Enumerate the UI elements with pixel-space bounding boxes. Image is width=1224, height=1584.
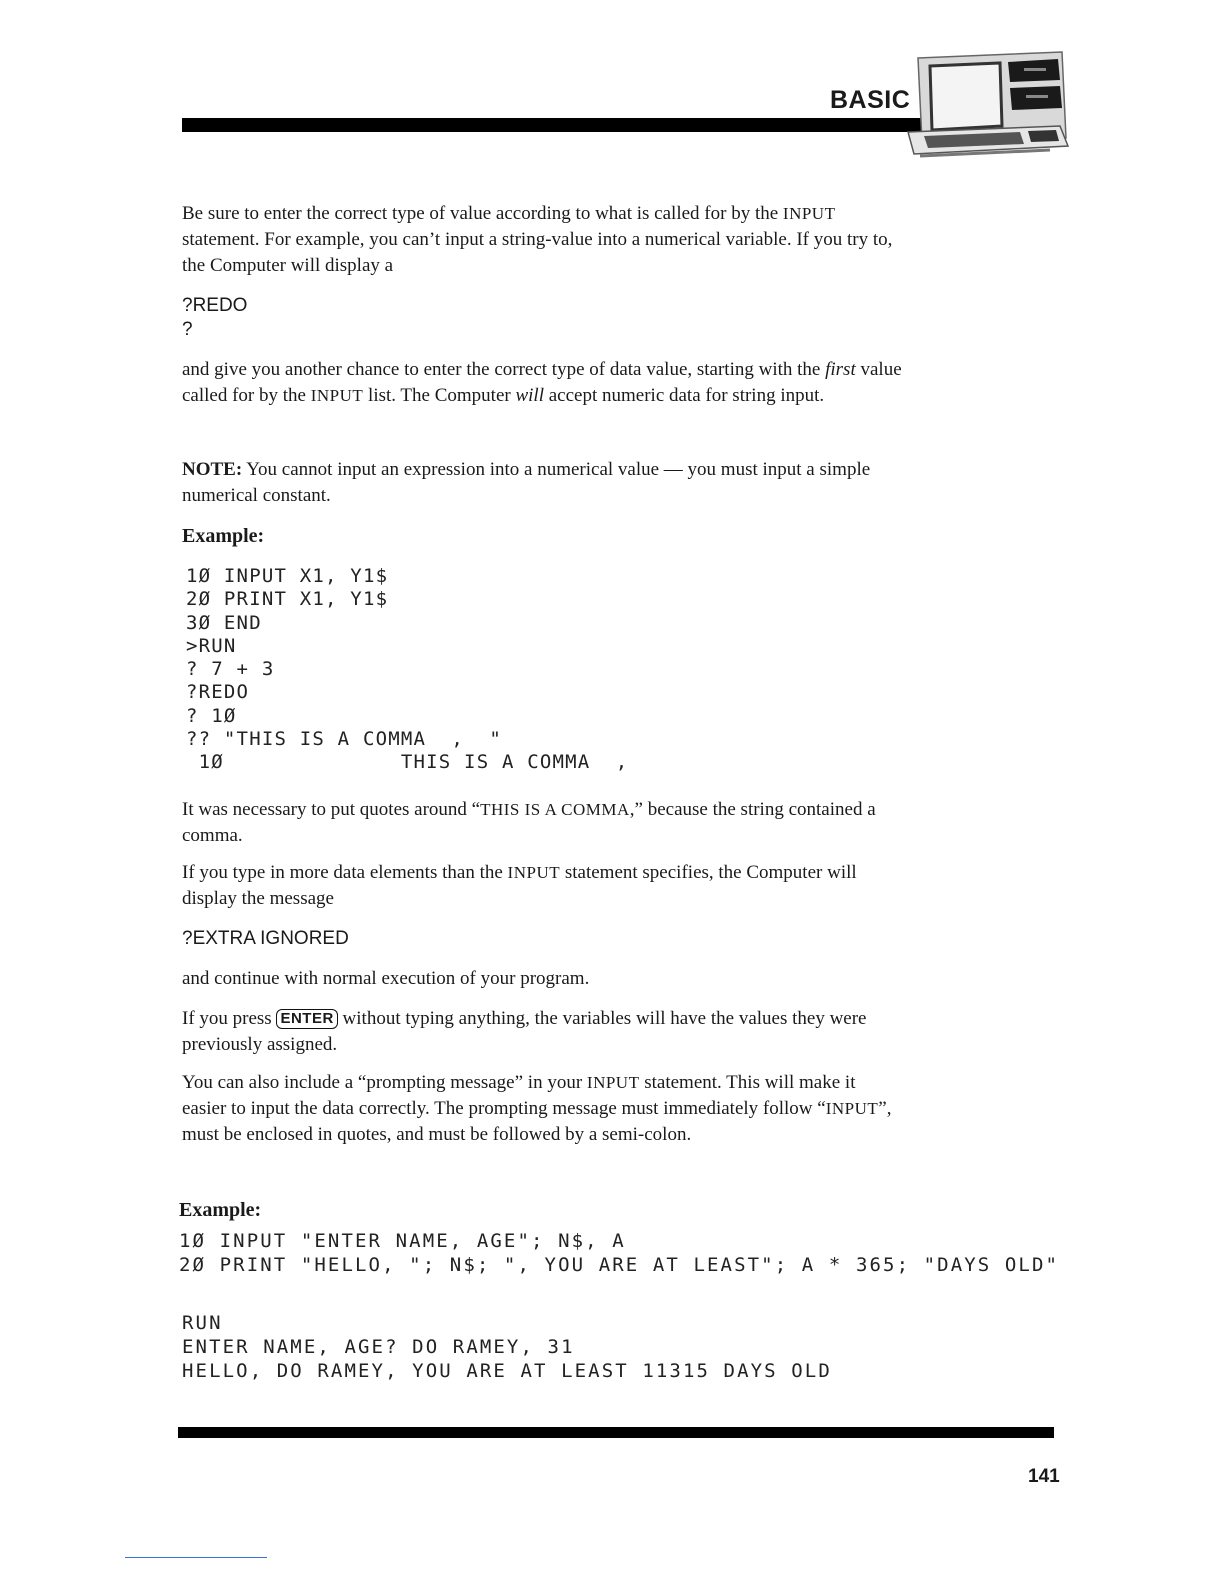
footer-rule <box>178 1427 1054 1438</box>
note-paragraph: NOTE: You cannot input an expression into a numerical value — you must input a simple numerical constant. <box>182 459 871 506</box>
redo-screen-output: ?REDO ? <box>182 295 248 340</box>
example-heading-2: Example: <box>179 1199 262 1221</box>
continue-paragraph: and continue with normal execution of your program. <box>182 968 590 989</box>
quotes-paragraph: It was necessary to put quotes around “THIS IS A COMMA,” because the string contained a comma. <box>182 799 876 846</box>
prompting-message-paragraph: You can also include a “prompting message” in your INPUT statement. This will make it easier to input the data correctly. The prompting message must immediately follow “INPUT”, must be enclosed in quotes, and must be followed by a semi-colon. <box>182 1072 892 1145</box>
page-number: 141 <box>1028 1466 1060 1487</box>
example-run-output: RUN ENTER NAME, AGE? DO RAMEY, 31 HELLO, DO RAMEY, YOU ARE AT LEAST 11315 DAYS OLD <box>182 1312 832 1382</box>
enter-key-paragraph: If you press ENTER without typing anything, the variables will have the values they were previously assigned. <box>182 1008 867 1055</box>
example-code-listing: 1Ø INPUT X1, Y1$ 2Ø PRINT X1, Y1$ 3Ø END >RUN ? 7 + 3 ?REDO ? 1Ø ?? "THIS IS A COMMA , " 1Ø THIS IS A COMMA , <box>186 565 629 774</box>
intro-paragraph: Be sure to enter the correct type of value according to what is called for by the INPUT statement. For example, you can’t input a string-value into a numerical variable. If you try to, the Computer will display a <box>182 203 893 276</box>
extra-ignored-output: ?EXTRA IGNORED <box>182 928 349 949</box>
computer-illustration <box>900 46 1070 168</box>
example-heading: Example: <box>182 525 265 547</box>
enter-key-icon: ENTER <box>276 1009 337 1029</box>
example-program-listing: 1Ø INPUT "ENTER NAME, AGE"; N$, A 2Ø PRINT "HELLO, "; N$; ", YOU ARE AT LEAST"; A * 365; "DAYS OLD" <box>179 1230 1060 1276</box>
section-title: BASIC <box>830 86 911 114</box>
header-rule <box>182 118 922 132</box>
footnote-divider <box>125 1557 267 1558</box>
redo-explanation-paragraph: and give you another chance to enter the correct type of data value, starting with the first value called for by the INPUT list. The Computer will accept numeric data for string input. <box>182 359 902 406</box>
extra-data-paragraph: If you type in more data elements than the INPUT statement specifies, the Computer will display the message <box>182 862 857 909</box>
